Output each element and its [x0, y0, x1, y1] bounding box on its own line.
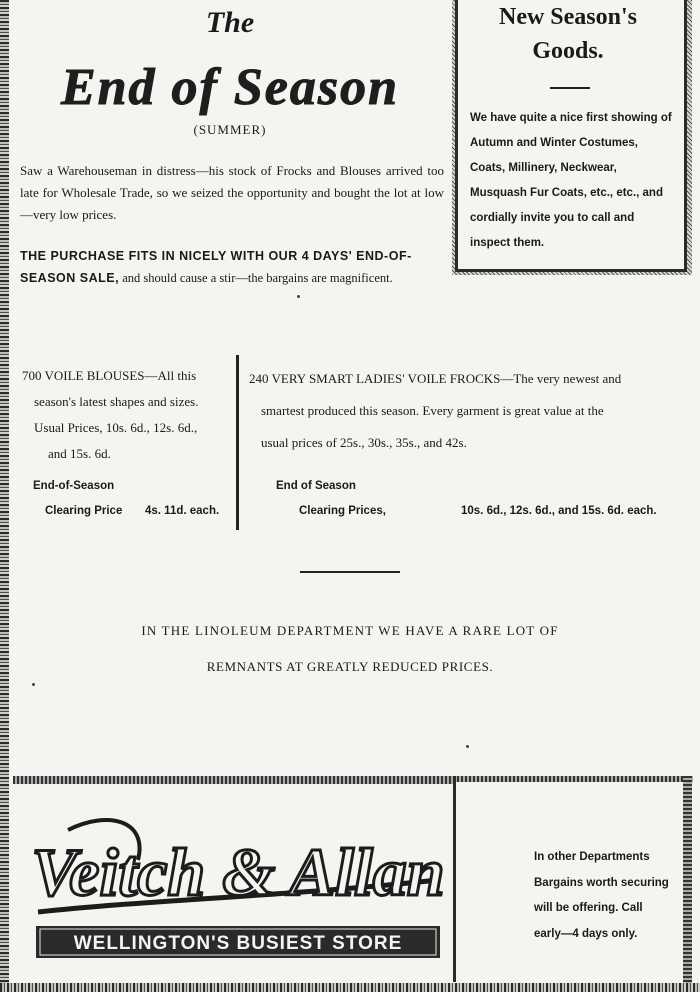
advert-line-4: early—4 days only. [534, 927, 638, 940]
logo-banner-text: WELLINGTON'S BUSIEST STORE [73, 933, 403, 954]
blouses-description [22, 363, 227, 467]
new-season-title-line2: Goods. [532, 38, 604, 64]
purchase-paragraph [20, 245, 444, 289]
new-season-rule [550, 87, 590, 89]
frocks-line-1: 240 VERY SMART LADIES' VOILE FROCKS—The very newest and [249, 371, 622, 386]
advert-line-1: In other Departments [534, 851, 650, 863]
headline-end-of-season: End of Season [60, 59, 400, 116]
new-season-title-line1: New Season's [498, 4, 637, 30]
linoleum-line-2: REMNANTS AT GREATLY REDUCED PRICES. [206, 659, 494, 674]
advert-side-text [534, 845, 674, 947]
column-divider [236, 355, 239, 530]
advert-right-border [683, 776, 692, 984]
frocks-description [249, 363, 671, 459]
print-speck [466, 745, 469, 748]
new-season-body: We have quite a nice first showing of Autumn and Winter Costumes, Coats, Millinery, Neckwear, Musquash Fur Coats, etc., etc., and cordially invite you to call and inspect them. [470, 112, 672, 249]
blouses-line-3: Usual Prices, 10s. 6d., 12s. 6d., [34, 420, 198, 435]
section-divider-rule [300, 571, 400, 573]
advert-top-rule [13, 776, 453, 784]
frocks-clearing-price: 10s. 6d., 12s. 6d., and 15s. 6d. each. [461, 505, 657, 517]
advert-line-2: Bargains worth securing [534, 876, 669, 889]
blouses-clearing-price: 4s. 11d. each. [145, 505, 220, 517]
logo-script-text: Veitch & Allan [31, 834, 445, 910]
purchase-rest: and should cause a stir—the bargains are magnificent. [119, 271, 393, 285]
print-speck [297, 295, 300, 298]
advert-line-3: will be offering. Call [534, 902, 643, 914]
blouses-line-2: season's latest shapes and sizes. [34, 394, 199, 409]
frocks-clearing-label: Clearing Prices, [299, 505, 386, 517]
left-ornamental-border [0, 0, 9, 992]
veitch-allan-logo [28, 800, 448, 960]
purchase-lead: THE PURCHASE FITS IN NICELY WITH OUR 4 DAYS' END-OF-SEASON SALE, [20, 249, 412, 285]
new-season-title [462, 0, 674, 68]
frocks-eos-label: End of Season [276, 480, 356, 492]
blouses-eos-label: End-of-Season [33, 480, 115, 492]
print-speck [32, 683, 35, 686]
blouses-clearing-label: Clearing Price [45, 505, 123, 517]
frocks-line-3: usual prices of 25s., 30s., 35s., and 42s. [261, 435, 467, 450]
logo-graphic [28, 800, 448, 960]
blouses-line-4: and 15s. 6d. [48, 446, 111, 461]
frocks-line-2: smartest produced this season. Every garment is great value at the [261, 403, 604, 418]
bottom-ornamental-border [0, 983, 700, 992]
intro-paragraph: Saw a Warehouseman in distress—his stock of Frocks and Blouses arrived too late for Wholesale Trade, so we seized the opportunity and bought the lot at low—very low prices. [20, 163, 444, 222]
blouses-line-1: 700 VOILE BLOUSES—All this [22, 368, 197, 383]
headline-the: The [205, 6, 255, 39]
linoleum-line-1: IN THE LINOLEUM DEPARTMENT WE HAVE A RARE LOT OF [141, 623, 559, 638]
headline-subtitle: (SUMMER) [193, 122, 267, 137]
